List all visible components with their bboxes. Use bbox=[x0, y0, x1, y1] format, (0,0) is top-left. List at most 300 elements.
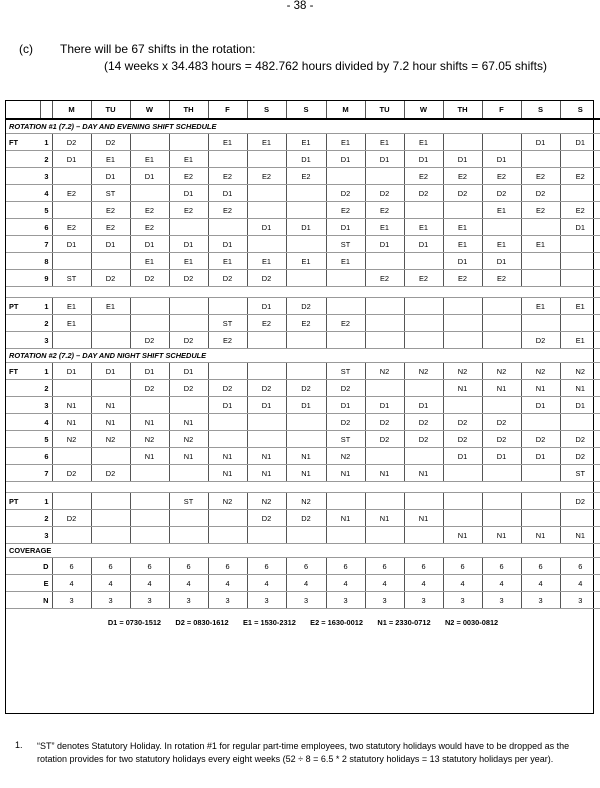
shift-cell: N1 bbox=[208, 465, 247, 482]
shift-cell: D1 bbox=[482, 151, 521, 168]
shift-cell bbox=[365, 380, 404, 397]
shift-cell: D2 bbox=[52, 465, 91, 482]
shift-cell bbox=[208, 298, 247, 315]
employee-type: FT bbox=[6, 134, 40, 151]
shift-cell: D1 bbox=[169, 236, 208, 253]
coverage-shift: E bbox=[40, 575, 52, 592]
spacer bbox=[6, 287, 600, 298]
shift-cell: D2 bbox=[443, 185, 482, 202]
shift-cell: D1 bbox=[169, 185, 208, 202]
shift-cell bbox=[404, 298, 443, 315]
spacer-row bbox=[6, 482, 600, 493]
shift-cell: D2 bbox=[52, 510, 91, 527]
line-number: 1 bbox=[40, 298, 52, 315]
shift-cell: E1 bbox=[560, 332, 600, 349]
coverage-cell: 4 bbox=[247, 575, 286, 592]
shift-cell: N2 bbox=[404, 363, 443, 380]
shift-cell: ST bbox=[169, 493, 208, 510]
coverage-cell: 3 bbox=[169, 592, 208, 609]
shift-cell bbox=[130, 465, 169, 482]
shift-cell: N1 bbox=[91, 414, 130, 431]
shift-cell: D2 bbox=[365, 431, 404, 448]
coverage-cell: 3 bbox=[365, 592, 404, 609]
coverage-cell: 4 bbox=[521, 575, 560, 592]
day-header: W bbox=[130, 101, 169, 119]
day-header: S bbox=[286, 101, 326, 119]
shift-cell bbox=[443, 134, 482, 151]
shift-cell: E2 bbox=[169, 202, 208, 219]
shift-cell bbox=[169, 134, 208, 151]
shift-cell: D1 bbox=[326, 151, 365, 168]
schedule-row bbox=[6, 527, 600, 544]
shift-cell bbox=[482, 298, 521, 315]
shift-cell: E1 bbox=[404, 219, 443, 236]
shift-cell: N1 bbox=[404, 510, 443, 527]
shift-cell: D1 bbox=[130, 363, 169, 380]
shift-cell bbox=[247, 236, 286, 253]
coverage-cell: 6 bbox=[286, 558, 326, 575]
coverage-shift: N bbox=[40, 592, 52, 609]
coverage-row bbox=[6, 592, 600, 609]
schedule-row bbox=[6, 270, 600, 287]
day-header: TU bbox=[365, 101, 404, 119]
shift-cell: D1 bbox=[208, 397, 247, 414]
shift-cell: D1 bbox=[560, 134, 600, 151]
shift-cell: D2 bbox=[286, 380, 326, 397]
coverage-cell: 4 bbox=[326, 575, 365, 592]
coverage-cell: 3 bbox=[286, 592, 326, 609]
employee-type bbox=[6, 397, 40, 414]
shift-cell bbox=[247, 332, 286, 349]
shift-cell: D2 bbox=[365, 414, 404, 431]
shift-cell: E2 bbox=[365, 270, 404, 287]
employee-type bbox=[6, 431, 40, 448]
shift-cell: E2 bbox=[208, 168, 247, 185]
employee-type: FT bbox=[6, 363, 40, 380]
shift-cell bbox=[91, 332, 130, 349]
shift-cell bbox=[482, 397, 521, 414]
shift-cell bbox=[286, 185, 326, 202]
coverage-label-spacer bbox=[6, 558, 40, 575]
coverage-cell: 4 bbox=[52, 575, 91, 592]
shift-cell: E1 bbox=[247, 134, 286, 151]
coverage-cell: 4 bbox=[208, 575, 247, 592]
shift-cell: N2 bbox=[247, 493, 286, 510]
shift-cell: D1 bbox=[404, 236, 443, 253]
shift-cell: N1 bbox=[326, 510, 365, 527]
shift-cell: D1 bbox=[521, 448, 560, 465]
shift-cell: D1 bbox=[443, 151, 482, 168]
shift-cell: E1 bbox=[443, 236, 482, 253]
coverage-title: COVERAGE bbox=[6, 544, 600, 558]
shift-cell bbox=[482, 315, 521, 332]
coverage-title-row bbox=[6, 544, 600, 558]
shift-cell bbox=[169, 219, 208, 236]
day-header: F bbox=[482, 101, 521, 119]
shift-cell: D2 bbox=[560, 448, 600, 465]
line-number: 3 bbox=[40, 168, 52, 185]
header-corner bbox=[6, 101, 40, 119]
shift-cell: D2 bbox=[482, 431, 521, 448]
shift-cell bbox=[130, 185, 169, 202]
line-number: 2 bbox=[40, 380, 52, 397]
shift-cell: E1 bbox=[91, 298, 130, 315]
shift-cell: D1 bbox=[404, 397, 443, 414]
shift-cell: D1 bbox=[365, 397, 404, 414]
coverage-cell: 3 bbox=[482, 592, 521, 609]
coverage-cell: 3 bbox=[443, 592, 482, 609]
shift-cell bbox=[326, 332, 365, 349]
shift-cell: E1 bbox=[91, 151, 130, 168]
schedule-row bbox=[6, 185, 600, 202]
shift-cell bbox=[521, 270, 560, 287]
shift-cell: D2 bbox=[91, 270, 130, 287]
shift-cell: N1 bbox=[247, 465, 286, 482]
employee-type bbox=[6, 219, 40, 236]
paragraph-label: (c) bbox=[19, 42, 33, 56]
shift-cell: D1 bbox=[52, 363, 91, 380]
shift-cell: E2 bbox=[521, 202, 560, 219]
day-header: M bbox=[52, 101, 91, 119]
shift-cell bbox=[247, 414, 286, 431]
shift-cell: N1 bbox=[365, 510, 404, 527]
shift-cell: D1 bbox=[482, 448, 521, 465]
shift-cell bbox=[326, 270, 365, 287]
shift-cell bbox=[286, 414, 326, 431]
schedule-row bbox=[6, 134, 600, 151]
shift-cell bbox=[130, 298, 169, 315]
shift-cell: N2 bbox=[286, 493, 326, 510]
shift-cell: E2 bbox=[482, 168, 521, 185]
line-number: 8 bbox=[40, 253, 52, 270]
shift-cell: D2 bbox=[482, 185, 521, 202]
shift-cell bbox=[443, 298, 482, 315]
shift-cell bbox=[130, 397, 169, 414]
shift-cell: N1 bbox=[169, 414, 208, 431]
schedule-row bbox=[6, 202, 600, 219]
shift-cell: D2 bbox=[326, 380, 365, 397]
coverage-cell: 4 bbox=[560, 575, 600, 592]
shift-cell: E1 bbox=[169, 253, 208, 270]
coverage-row bbox=[6, 575, 600, 592]
shift-cell: E2 bbox=[521, 168, 560, 185]
shift-cell: D1 bbox=[482, 253, 521, 270]
section-title: ROTATION #2 (7.2) – DAY AND NIGHT SHIFT SCHEDULE bbox=[6, 349, 600, 363]
shift-cell bbox=[247, 185, 286, 202]
line-number: 2 bbox=[40, 315, 52, 332]
shift-cell: E2 bbox=[52, 185, 91, 202]
shift-cell: D1 bbox=[443, 448, 482, 465]
shift-cell bbox=[404, 527, 443, 544]
employee-type bbox=[6, 270, 40, 287]
coverage-cell: 4 bbox=[286, 575, 326, 592]
shift-cell: E2 bbox=[560, 168, 600, 185]
coverage-cell: 4 bbox=[91, 575, 130, 592]
shift-cell: E2 bbox=[404, 270, 443, 287]
coverage-cell: 6 bbox=[169, 558, 208, 575]
shift-cell bbox=[365, 448, 404, 465]
day-header: S bbox=[560, 101, 600, 119]
shift-cell: D2 bbox=[482, 414, 521, 431]
coverage-cell: 6 bbox=[208, 558, 247, 575]
shift-cell: E2 bbox=[443, 270, 482, 287]
shift-cell: D1 bbox=[286, 151, 326, 168]
shift-cell bbox=[521, 253, 560, 270]
shift-cell: D2 bbox=[169, 380, 208, 397]
line-number: 1 bbox=[40, 134, 52, 151]
shift-cell: D1 bbox=[130, 236, 169, 253]
coverage-cell: 4 bbox=[482, 575, 521, 592]
shift-cell bbox=[365, 315, 404, 332]
shift-cell: N2 bbox=[443, 363, 482, 380]
shift-cell: E2 bbox=[286, 168, 326, 185]
line-number: 4 bbox=[40, 414, 52, 431]
shift-cell: E2 bbox=[326, 202, 365, 219]
shift-cell bbox=[208, 219, 247, 236]
shift-cell: E1 bbox=[326, 134, 365, 151]
shift-cell: D1 bbox=[560, 219, 600, 236]
day-header: TU bbox=[91, 101, 130, 119]
shift-cell: N1 bbox=[365, 465, 404, 482]
footnote-text: “ST” denotes Statutory Holiday. In rotation #1 for regular part-time employees, two statutory holidays would have to be dropped as the rotation provides for two statutory holidays every eight weeks (52 ÷ 8 = 6.5 * 2 statutory holidays = 13 statutory holidays per year). bbox=[37, 741, 570, 764]
shift-cell: D2 bbox=[208, 380, 247, 397]
coverage-row bbox=[6, 558, 600, 575]
day-header: M bbox=[326, 101, 365, 119]
shift-cell bbox=[169, 397, 208, 414]
legend-row bbox=[6, 609, 600, 636]
coverage-cell: 4 bbox=[404, 575, 443, 592]
day-header: S bbox=[247, 101, 286, 119]
day-header: F bbox=[208, 101, 247, 119]
schedule-row bbox=[6, 431, 600, 448]
shift-cell bbox=[482, 465, 521, 482]
shift-cell: D1 bbox=[52, 236, 91, 253]
coverage-cell: 4 bbox=[443, 575, 482, 592]
shift-cell: N1 bbox=[130, 414, 169, 431]
coverage-label-spacer bbox=[6, 575, 40, 592]
shift-cell bbox=[365, 527, 404, 544]
shift-cell bbox=[326, 298, 365, 315]
shift-cell: D1 bbox=[247, 219, 286, 236]
line-number: 2 bbox=[40, 510, 52, 527]
shift-cell bbox=[482, 493, 521, 510]
line-number: 3 bbox=[40, 332, 52, 349]
shift-cell: ST bbox=[326, 236, 365, 253]
schedule-row bbox=[6, 363, 600, 380]
shift-cell: D1 bbox=[365, 236, 404, 253]
shift-cell: N1 bbox=[482, 380, 521, 397]
shift-cell: D2 bbox=[130, 380, 169, 397]
shift-cell: N1 bbox=[130, 448, 169, 465]
day-header-row bbox=[6, 101, 600, 119]
shift-cell: N1 bbox=[91, 397, 130, 414]
shift-cell bbox=[482, 134, 521, 151]
schedule-row bbox=[6, 219, 600, 236]
shift-cell: E2 bbox=[130, 202, 169, 219]
employee-type bbox=[6, 168, 40, 185]
shift-cell: N1 bbox=[247, 448, 286, 465]
line-number: 6 bbox=[40, 448, 52, 465]
line-number: 5 bbox=[40, 431, 52, 448]
shift-cell bbox=[482, 510, 521, 527]
shift-cell: E1 bbox=[130, 151, 169, 168]
shift-cell bbox=[560, 151, 600, 168]
coverage-cell: 6 bbox=[130, 558, 169, 575]
shift-cell: D1 bbox=[247, 397, 286, 414]
shift-cell: N1 bbox=[560, 380, 600, 397]
shift-cell bbox=[404, 332, 443, 349]
shift-cell bbox=[560, 510, 600, 527]
shift-cell: E1 bbox=[365, 219, 404, 236]
shift-cell bbox=[130, 510, 169, 527]
shift-cell: E2 bbox=[247, 315, 286, 332]
employee-type bbox=[6, 315, 40, 332]
shift-cell: D2 bbox=[521, 431, 560, 448]
shift-cell: D2 bbox=[404, 414, 443, 431]
schedule-row bbox=[6, 397, 600, 414]
coverage-label-spacer bbox=[6, 592, 40, 609]
paragraph-text: There will be 67 shifts in the rotation: bbox=[60, 42, 256, 56]
shift-cell: E2 bbox=[482, 270, 521, 287]
shift-cell: E1 bbox=[326, 253, 365, 270]
shift-cell bbox=[91, 527, 130, 544]
coverage-cell: 3 bbox=[560, 592, 600, 609]
coverage-cell: 6 bbox=[247, 558, 286, 575]
shift-cell: N1 bbox=[443, 527, 482, 544]
shift-cell bbox=[326, 168, 365, 185]
shift-cell: N1 bbox=[521, 527, 560, 544]
shift-cell: D2 bbox=[404, 431, 443, 448]
shift-cell bbox=[443, 332, 482, 349]
shift-cell bbox=[52, 380, 91, 397]
shift-cell: E1 bbox=[208, 253, 247, 270]
shift-cell: E1 bbox=[482, 236, 521, 253]
shift-cell bbox=[52, 253, 91, 270]
shift-cell: E2 bbox=[326, 315, 365, 332]
coverage-cell: 6 bbox=[52, 558, 91, 575]
shift-cell bbox=[286, 431, 326, 448]
shift-cell bbox=[404, 253, 443, 270]
employee-type bbox=[6, 236, 40, 253]
shift-cell: D1 bbox=[326, 219, 365, 236]
shift-cell: N2 bbox=[326, 448, 365, 465]
employee-type: PT bbox=[6, 298, 40, 315]
shift-cell: D1 bbox=[169, 363, 208, 380]
line-number: 7 bbox=[40, 236, 52, 253]
day-header: S bbox=[521, 101, 560, 119]
shift-cell: D2 bbox=[169, 270, 208, 287]
shift-cell: N1 bbox=[404, 465, 443, 482]
line-number: 6 bbox=[40, 219, 52, 236]
shift-cell: E2 bbox=[404, 168, 443, 185]
employee-type bbox=[6, 151, 40, 168]
shift-cell bbox=[404, 493, 443, 510]
schedule-row bbox=[6, 465, 600, 482]
shift-cell: D1 bbox=[91, 168, 130, 185]
day-header: W bbox=[404, 101, 443, 119]
shift-cell bbox=[169, 527, 208, 544]
shift-cell: ST bbox=[326, 431, 365, 448]
employee-type: PT bbox=[6, 493, 40, 510]
coverage-cell: 3 bbox=[91, 592, 130, 609]
shift-cell: N1 bbox=[169, 448, 208, 465]
shift-cell: E2 bbox=[91, 202, 130, 219]
coverage-cell: 6 bbox=[326, 558, 365, 575]
shift-cell: D2 bbox=[521, 185, 560, 202]
shift-cell bbox=[169, 298, 208, 315]
shift-cell bbox=[443, 315, 482, 332]
schedule-row bbox=[6, 236, 600, 253]
coverage-cell: 3 bbox=[404, 592, 443, 609]
shift-cell: D2 bbox=[443, 431, 482, 448]
shift-cell: D2 bbox=[286, 298, 326, 315]
shift-cell bbox=[52, 527, 91, 544]
shift-cell: D1 bbox=[286, 219, 326, 236]
shift-cell bbox=[130, 493, 169, 510]
shift-cell bbox=[560, 414, 600, 431]
coverage-cell: 4 bbox=[365, 575, 404, 592]
spacer bbox=[6, 482, 600, 493]
shift-cell bbox=[91, 493, 130, 510]
shift-cell: E2 bbox=[560, 202, 600, 219]
header-corner bbox=[40, 101, 52, 119]
line-number: 3 bbox=[40, 527, 52, 544]
shift-cell bbox=[560, 315, 600, 332]
shift-cell: E1 bbox=[404, 134, 443, 151]
coverage-cell: 6 bbox=[404, 558, 443, 575]
shift-cell bbox=[169, 315, 208, 332]
coverage-cell: 3 bbox=[52, 592, 91, 609]
shift-cell bbox=[560, 185, 600, 202]
coverage-shift: D bbox=[40, 558, 52, 575]
employee-type bbox=[6, 510, 40, 527]
shift-cell bbox=[130, 527, 169, 544]
day-header: TH bbox=[443, 101, 482, 119]
line-number: 5 bbox=[40, 202, 52, 219]
shift-cell: D1 bbox=[52, 151, 91, 168]
shift-cell: N1 bbox=[521, 380, 560, 397]
shift-cell bbox=[404, 380, 443, 397]
shift-cell bbox=[326, 493, 365, 510]
shift-cell: D1 bbox=[443, 253, 482, 270]
shift-cell: D1 bbox=[521, 397, 560, 414]
shift-cell: E2 bbox=[365, 202, 404, 219]
shift-cell: D2 bbox=[247, 270, 286, 287]
shift-cell: E1 bbox=[52, 298, 91, 315]
shift-cell bbox=[91, 510, 130, 527]
employee-type bbox=[6, 202, 40, 219]
coverage-cell: 6 bbox=[91, 558, 130, 575]
page-number: - 38 - bbox=[286, 0, 314, 12]
shift-cell: E2 bbox=[247, 168, 286, 185]
coverage-cell: 3 bbox=[208, 592, 247, 609]
shift-cell: E1 bbox=[521, 298, 560, 315]
schedule-row bbox=[6, 380, 600, 397]
schedule-row bbox=[6, 493, 600, 510]
shift-cell: N1 bbox=[326, 465, 365, 482]
shift-cell: D2 bbox=[130, 332, 169, 349]
shift-cell bbox=[521, 510, 560, 527]
shift-cell: D2 bbox=[326, 185, 365, 202]
shift-cell bbox=[286, 363, 326, 380]
shift-cell: E2 bbox=[130, 219, 169, 236]
employee-type bbox=[6, 465, 40, 482]
shift-cell: N2 bbox=[52, 431, 91, 448]
schedule-row bbox=[6, 151, 600, 168]
footnote-number: 1. bbox=[15, 740, 23, 750]
schedule-row bbox=[6, 332, 600, 349]
schedule-row bbox=[6, 448, 600, 465]
